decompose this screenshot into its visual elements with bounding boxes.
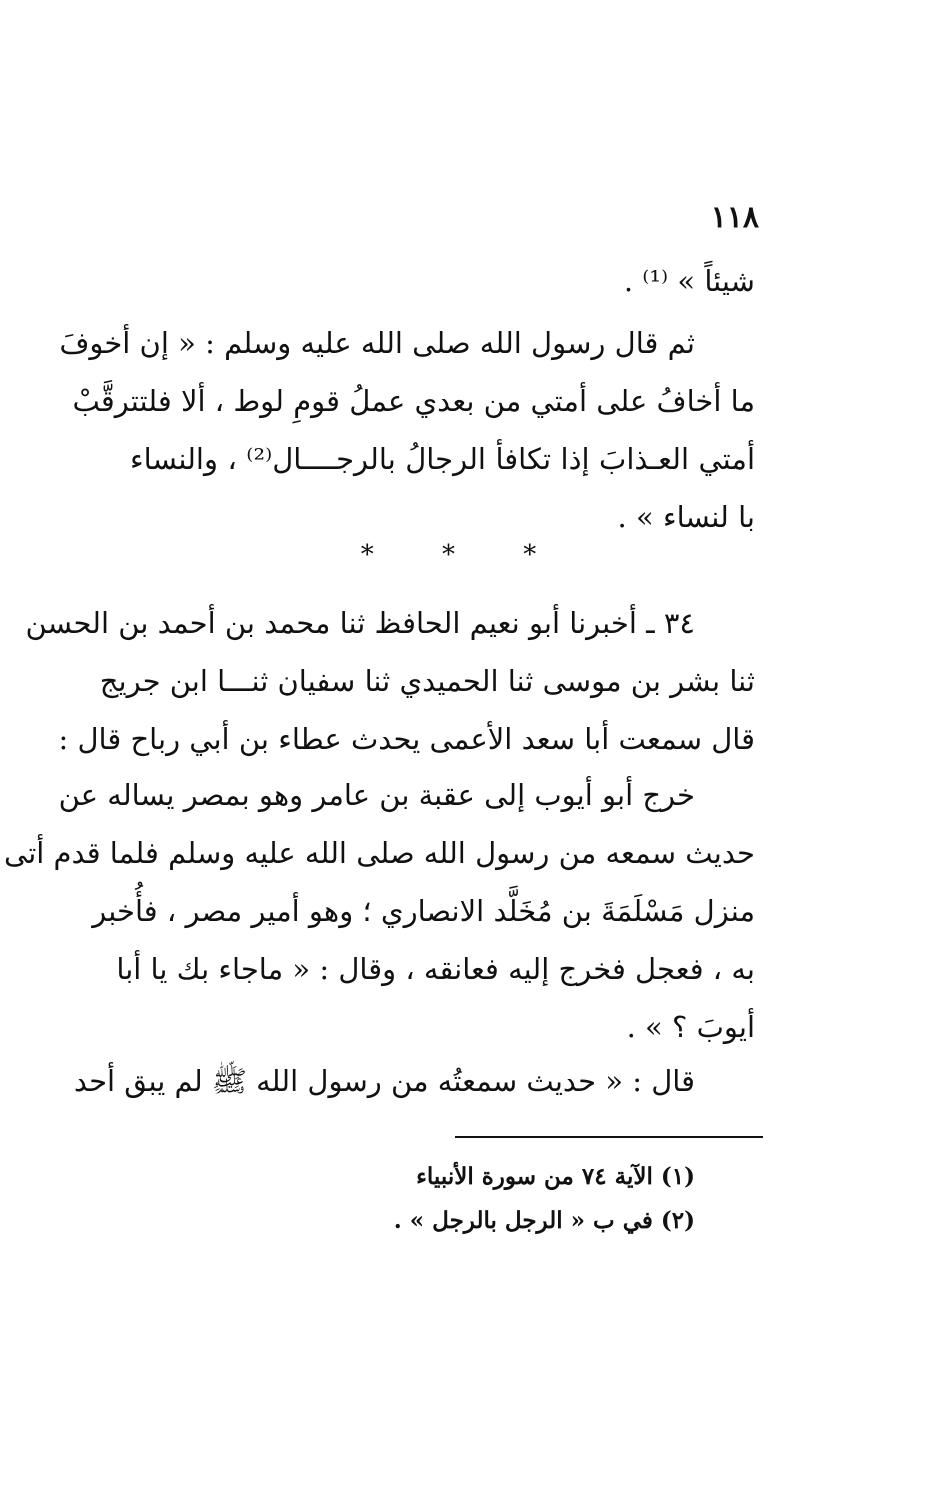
text-line: خرج أبو أيوب إلى عقبة بن عامر وهو بمصر يساله عن bbox=[58, 778, 695, 812]
paragraph-2 bbox=[59, 314, 755, 546]
text-line: ما أخافُ على أمتي من بعدي عملُ قومِ لوط ، ألا فلتترقَّبْ bbox=[72, 384, 755, 418]
text-line: حديث سمعه من رسول الله صلى الله عليه وسلم فلما قدم أتى bbox=[4, 836, 755, 870]
text-line: قال : « حديث سمعتُه من رسول الله ﷺ لم يبق أحد bbox=[73, 1064, 695, 1098]
paragraph-3 bbox=[25, 594, 755, 768]
text-line: منزل مَسْلَمَةَ بن مُخَلَّد الانصاري ؛ وهو أمير مصر ، فأُخبر bbox=[92, 894, 755, 928]
paragraph-5 bbox=[73, 1052, 755, 1110]
text-line: ٣٤ ـ أخبرنا أبو نعيم الحافظ ثنا محمد بن أحمد بن الحسن bbox=[25, 606, 695, 640]
text-line: با لنساء » . bbox=[617, 500, 755, 534]
paragraph-4 bbox=[4, 766, 755, 1056]
footnote-2: (٢) في ب « الرجل بالرجل » . bbox=[393, 1207, 695, 1234]
footnote-1: (١) الآية ٧٤ من سورة الأنبياء bbox=[416, 1163, 695, 1190]
text-line: قال سمعت أبا سعد الأعمى يحدث عطاء بن أبي رباح قال : bbox=[58, 722, 755, 756]
text-line: شيئاً » ⁽¹⁾ . bbox=[623, 264, 755, 298]
text-line: أيوبَ ؟ » . bbox=[626, 1010, 755, 1044]
footnote-divider bbox=[455, 1136, 763, 1138]
text-line: أمتي العـذابَ إذا تكافأ الرجالُ بالرجــــال⁽²⁾ ، والنساء bbox=[130, 442, 755, 476]
text-line: به ، فعجل فخرج إليه فعانقه ، وقال : « ماجاء بك يا أبا bbox=[116, 952, 755, 986]
text-line: ثم قال رسول الله صلى الله عليه وسلم : « إن أخوفَ bbox=[59, 326, 695, 360]
paragraph-1 bbox=[130, 252, 755, 310]
page-number: ١١٨ bbox=[710, 200, 759, 235]
footnotes bbox=[355, 1155, 695, 1243]
section-separator: * * * bbox=[360, 540, 567, 570]
text-line: ثنا بشر بن موسى ثنا الحميدي ثنا سفيان ثنـــا ابن جريج bbox=[99, 664, 755, 698]
